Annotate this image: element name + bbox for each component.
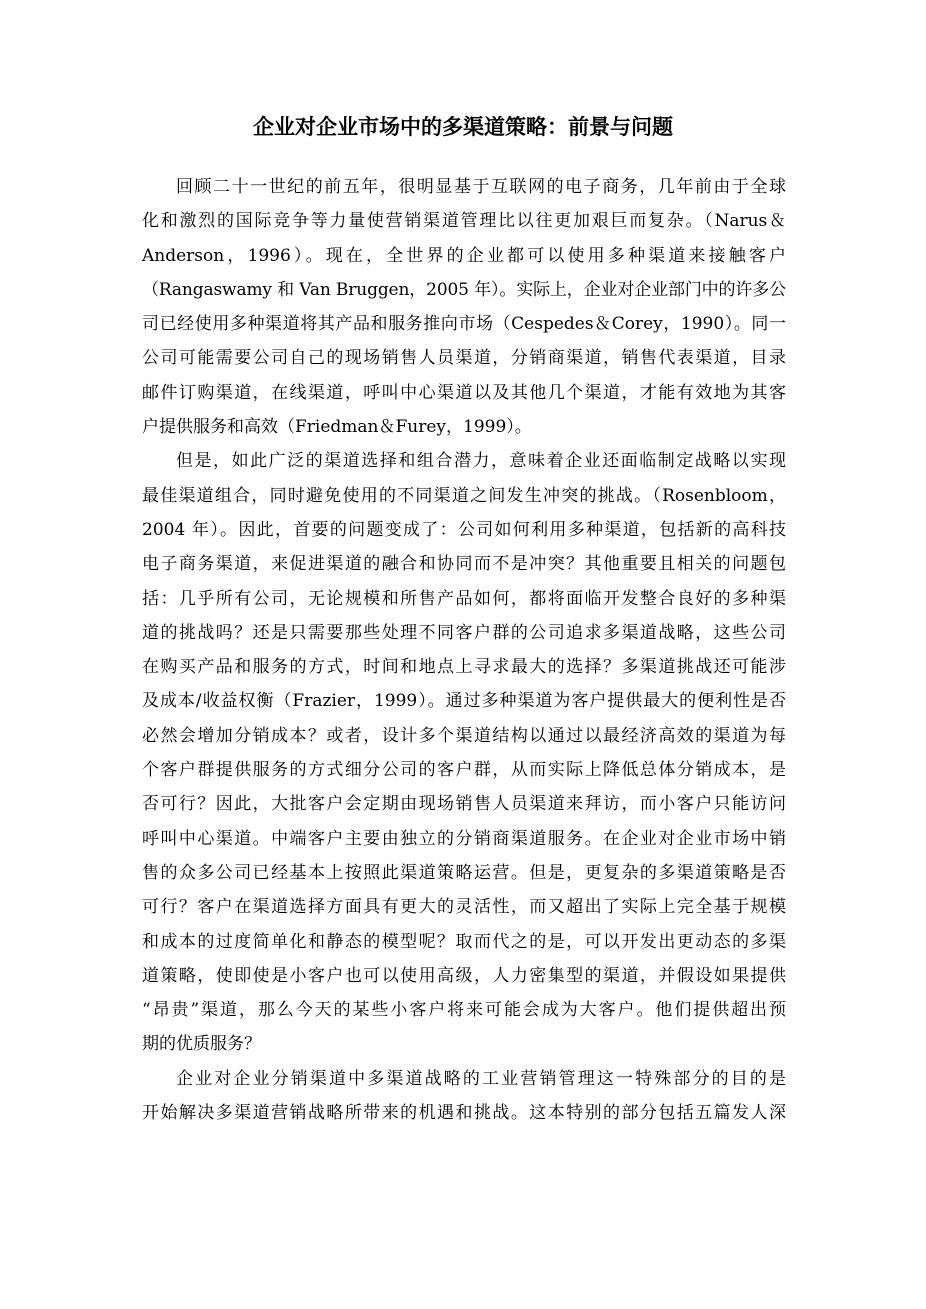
paragraph-line: 电子商务渠道，来促进渠道的融合和协同而不是冲突？其他重要且相关的问题包 (142, 554, 786, 575)
document-body (142, 170, 786, 1130)
paragraph-line: （Rangaswamy 和 Van Bruggen，2005 年）。实际上，企业对企业部门中的许多公 (142, 279, 786, 300)
paragraph-line: “昂贵”渠道，那么今天的某些小客户将来可能会成为大客户。他们提供超出预 (142, 1000, 786, 1021)
paragraph-line: 可行？客户在渠道选择方面具有更大的灵活性，而又超出了实际上完全基于规模 (142, 897, 786, 918)
paragraph-line: 回顾二十一世纪的前五年，很明显基于互联网的电子商务，几年前由于全球 (176, 177, 786, 197)
paragraph-line: 售的众多公司已经基本上按照此渠道策略运营。但是，更复杂的多渠道策略是否 (142, 862, 786, 883)
document-title: 企业对企业市场中的多渠道策略：前景与问题 (253, 115, 673, 139)
paragraph-line: 户提供服务和高效（Friedman＆Furey，1999）。 (142, 417, 532, 438)
paragraph-line: 司已经使用多种渠道将其产品和服务推向市场（Cespedes＆Corey，1990）。同一 (142, 314, 786, 335)
paragraph-line: 呼叫中心渠道。中端客户主要由独立的分销商渠道服务。在企业对企业市场中销 (142, 828, 786, 849)
paragraph-line: 及成本/收益权衡（Frazier，1999）。通过多种渠道为客户提供最大的便利性是否 (142, 691, 786, 712)
paragraph-3 (142, 1062, 786, 1131)
paragraph-line: 开始解决多渠道营销战略所带来的机遇和挑战。这本特别的部分包括五篇发人深 (142, 1103, 786, 1124)
paragraph-line: 邮件订购渠道，在线渠道，呼叫中心渠道以及其他几个渠道，才能有效地为其客 (142, 382, 786, 403)
paragraph-line: 在购买产品和服务的方式，时间和地点上寻求最大的选择？多渠道挑战还可能涉 (142, 657, 786, 678)
paragraph-line: 个客户群提供服务的方式细分公司的客户群，从而实际上降低总体分销成本，是 (142, 760, 786, 781)
paragraph-line: 括：几乎所有公司，无论规模和所售产品如何，都将面临开发整合良好的多种渠 (142, 588, 786, 609)
paragraph-line: Anderson，1996）。现在，全世界的企业都可以使用多种渠道来接触客户 (142, 245, 786, 266)
paragraph-line: 期的优质服务？ (142, 1034, 261, 1055)
paragraph-line: 和成本的过度简单化和静态的模型呢？取而代之的是，可以开发出更动态的多渠 (142, 931, 786, 952)
paragraph-line: 企业对企业分销渠道中多渠道战略的工业营销管理这一特殊部分的目的是 (176, 1068, 786, 1089)
paragraph-1 (142, 170, 786, 444)
paragraph-line: 但是，如此广泛的渠道选择和组合潜力，意味着企业还面临制定战略以实现 (176, 451, 786, 472)
paragraph-line: 道的挑战吗？还是只需要那些处理不同客户群的公司追求多渠道战略，这些公司 (142, 622, 786, 643)
paragraph-line: 最佳渠道组合，同时避免使用的不同渠道之间发生冲突的挑战。（Rosenbloom， (142, 485, 786, 506)
paragraph-line: 否可行？因此，大批客户会定期由现场销售人员渠道来拜访，而小客户只能访问 (142, 794, 786, 815)
paragraph-2 (142, 444, 786, 1061)
paragraph-line: 公司可能需要公司自己的现场销售人员渠道，分销商渠道，销售代表渠道，目录 (142, 348, 786, 369)
paragraph-line: 化和激烈的国际竞争等力量使营销渠道管理比以往更加艰巨而复杂。（Narus＆ (142, 211, 786, 232)
paragraph-line: 道策略，使即使是小客户也可以使用高级，人力密集型的渠道，并假设如果提供 (142, 965, 786, 986)
paragraph-line: 必然会增加分销成本？或者，设计多个渠道结构以通过以最经济高效的渠道为每 (142, 725, 786, 746)
paragraph-line: 2004 年）。因此，首要的问题变成了：公司如何利用多种渠道，包括新的高科技 (142, 519, 786, 540)
